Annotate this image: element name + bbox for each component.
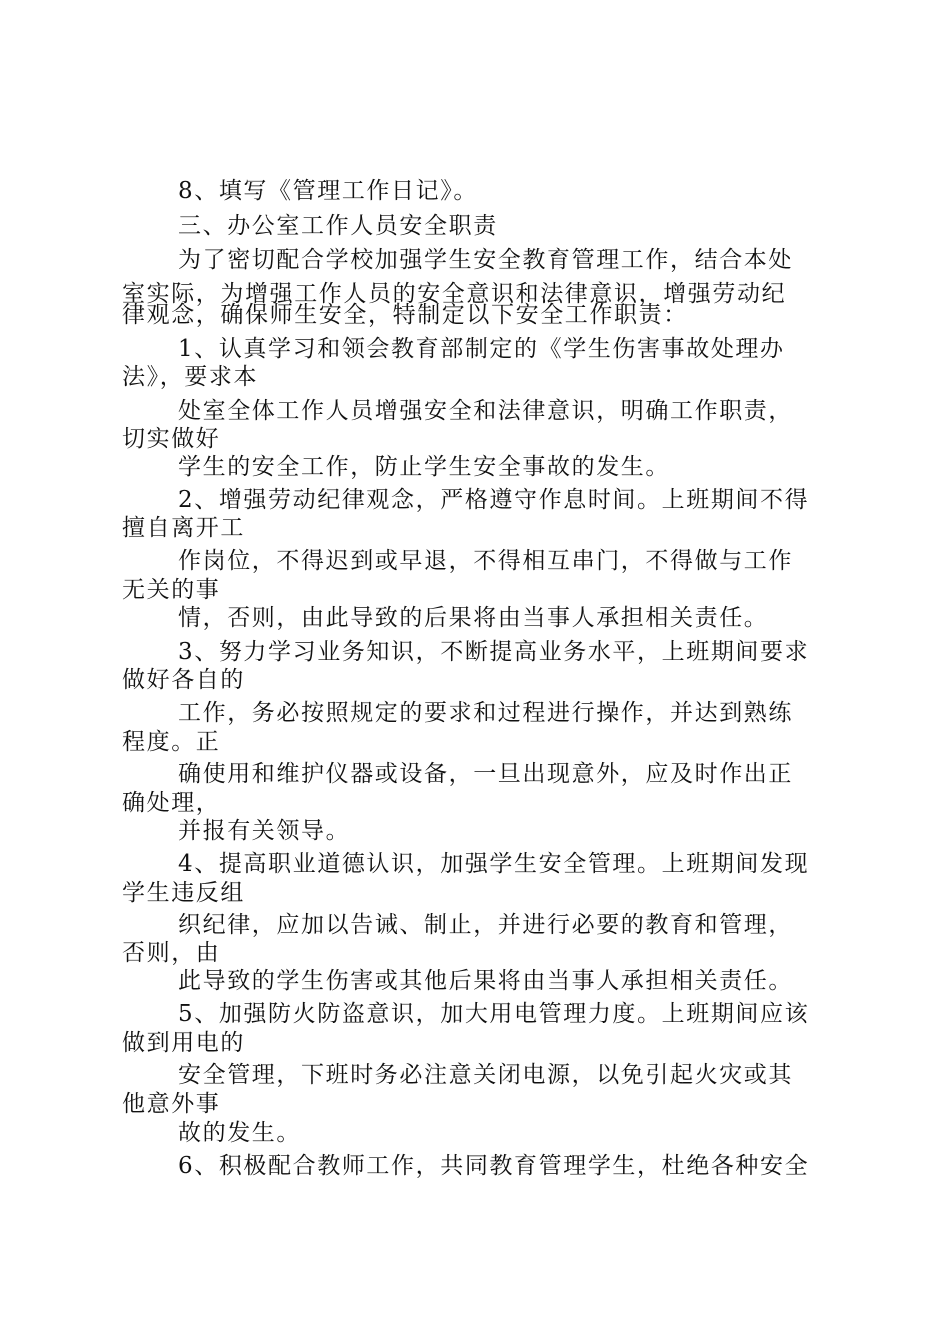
text-line: 处室全体工作人员增强安全和法律意识，明确工作职责， xyxy=(178,398,793,424)
text-line: 律观念，确保师生安全，特制定以下安全工作职责： xyxy=(122,302,688,328)
text-line: 4、提高职业道德认识，加强学生安全管理。上班期间发现 xyxy=(178,851,810,877)
text-line: 切实做好 xyxy=(122,426,221,452)
text-line: 6、积极配合教师工作，共同教育管理学生，杜绝各种安全 xyxy=(178,1153,810,1179)
text-line: 安全管理，下班时务必注意关闭电源，以免引起火灾或其 xyxy=(178,1062,793,1088)
text-line: 情，否则，由此导致的后果将由当事人承担相关责任。 xyxy=(178,605,769,631)
text-line: 3、努力学习业务知识，不断提高业务水平，上班期间要求 xyxy=(178,639,810,665)
text-line: 学生的安全工作，防止学生安全事故的发生。 xyxy=(178,454,670,480)
text-line: 2、增强劳动纪律观念，严格遵守作息时间。上班期间不得 xyxy=(178,487,810,513)
text-line: 工作，务必按照规定的要求和过程进行操作，并达到熟练 xyxy=(178,700,793,726)
text-line: 5、加强防火防盗意识，加大用电管理力度。上班期间应该 xyxy=(178,1001,810,1027)
text-line: 故的发生。 xyxy=(178,1120,301,1146)
text-line: 他意外事 xyxy=(122,1091,221,1117)
section-heading: 三、办公室工作人员安全职责 xyxy=(178,213,498,239)
text-line: 程度。正 xyxy=(122,729,221,755)
text-line: 1、认真学习和领会教育部制定的《学生伤害事故处理办 xyxy=(178,336,785,362)
text-line: 确处理， xyxy=(122,790,221,816)
text-line: 作岗位，不得迟到或早退，不得相互串门，不得做与工作 xyxy=(178,548,793,574)
text-line: 做到用电的 xyxy=(122,1030,245,1056)
text-line: 并报有关领导。 xyxy=(178,818,351,844)
text-line: 做好各自的 xyxy=(122,667,245,693)
text-line: 否则，由 xyxy=(122,940,221,966)
text-line: 为了密切配合学校加强学生安全教育管理工作，结合本处 xyxy=(178,247,793,273)
text-line: 擅自离开工 xyxy=(122,515,245,541)
text-line: 确使用和维护仪器或设备，一旦出现意外，应及时作出正 xyxy=(178,761,793,787)
text-line: 室实际，为增强工作人员的安全意识和法律意识，增强劳动纪 xyxy=(122,281,787,307)
text-line: 学生违反组 xyxy=(122,880,245,906)
text-line: 织纪律，应加以告诫、制止，并进行必要的教育和管理， xyxy=(178,912,793,938)
text-line: 法》，要求本 xyxy=(122,364,259,390)
text-line: 此导致的学生伤害或其他后果将由当事人承担相关责任。 xyxy=(178,968,793,994)
text-line: 无关的事 xyxy=(122,577,221,603)
text-line: 8、填写《管理工作日记》。 xyxy=(178,178,478,204)
